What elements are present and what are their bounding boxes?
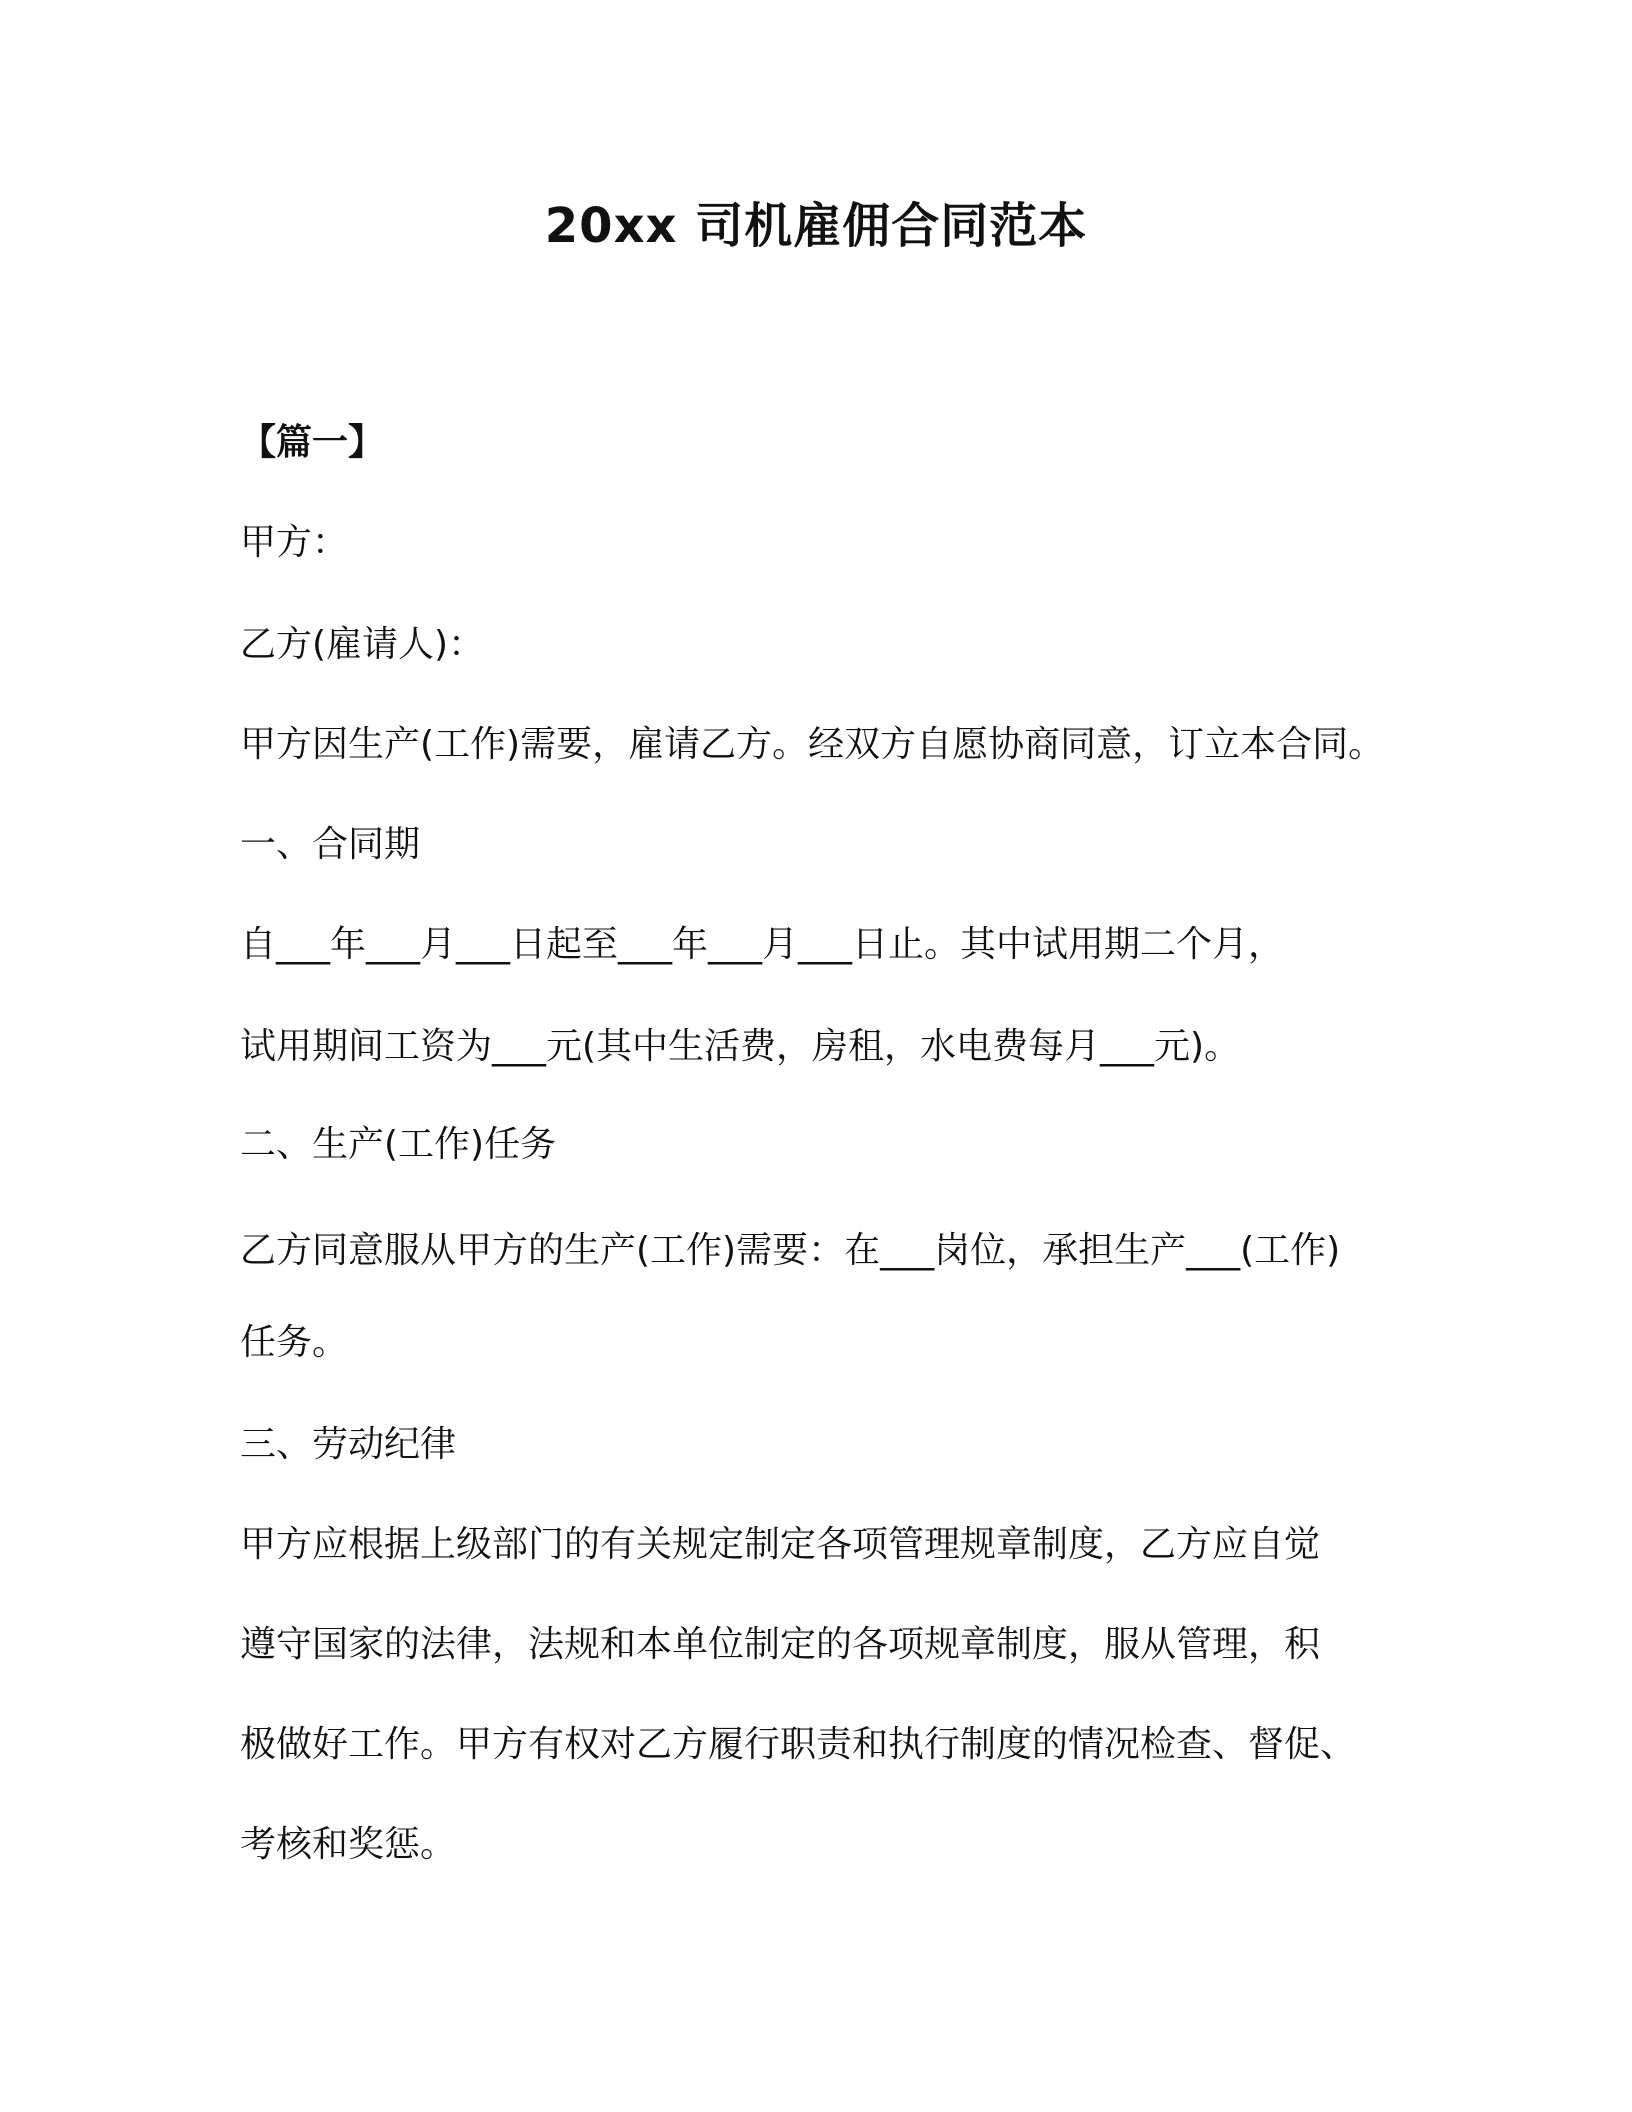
contract-term-line-2: 试用期间工资为___元(其中生活费，房租，水电费每月___元)。 xyxy=(240,1026,1241,1067)
party-a-line: 甲方： xyxy=(240,522,349,563)
discipline-line-3: 极做好工作。甲方有权对乙方履行职责和执行制度的情况检查、督促、 xyxy=(240,1724,1357,1765)
work-tasks-line-2: 任务。 xyxy=(240,1322,349,1363)
discipline-line-4: 考核和奖惩。 xyxy=(240,1824,457,1865)
document-title: 20xx 司机雇佣合同范本 xyxy=(544,198,1088,254)
section-label: 【篇一】 xyxy=(240,422,385,463)
discipline-line-2: 遵守国家的法律，法规和本单位制定的各项规章制度，服从管理，积 xyxy=(240,1624,1321,1665)
work-tasks-line-1: 乙方同意服从甲方的生产(工作)需要：在___岗位，承担生产___(工作) xyxy=(240,1230,1341,1271)
heading-work-tasks: 二、生产(工作)任务 xyxy=(240,1124,557,1165)
intro-paragraph: 甲方因生产(工作)需要，雇请乙方。经双方自愿协商同意，订立本合同。 xyxy=(240,724,1385,765)
heading-contract-term: 一、合同期 xyxy=(240,824,421,865)
discipline-line-1: 甲方应根据上级部门的有关规定制定各项管理规章制度，乙方应自觉 xyxy=(240,1524,1321,1565)
party-b-line: 乙方(雇请人)： xyxy=(240,624,485,665)
contract-term-line-1: 自___年___月___日起至___年___月___日止。其中试用期二个月， xyxy=(240,924,1285,965)
heading-labor-discipline: 三、劳动纪律 xyxy=(240,1424,457,1465)
